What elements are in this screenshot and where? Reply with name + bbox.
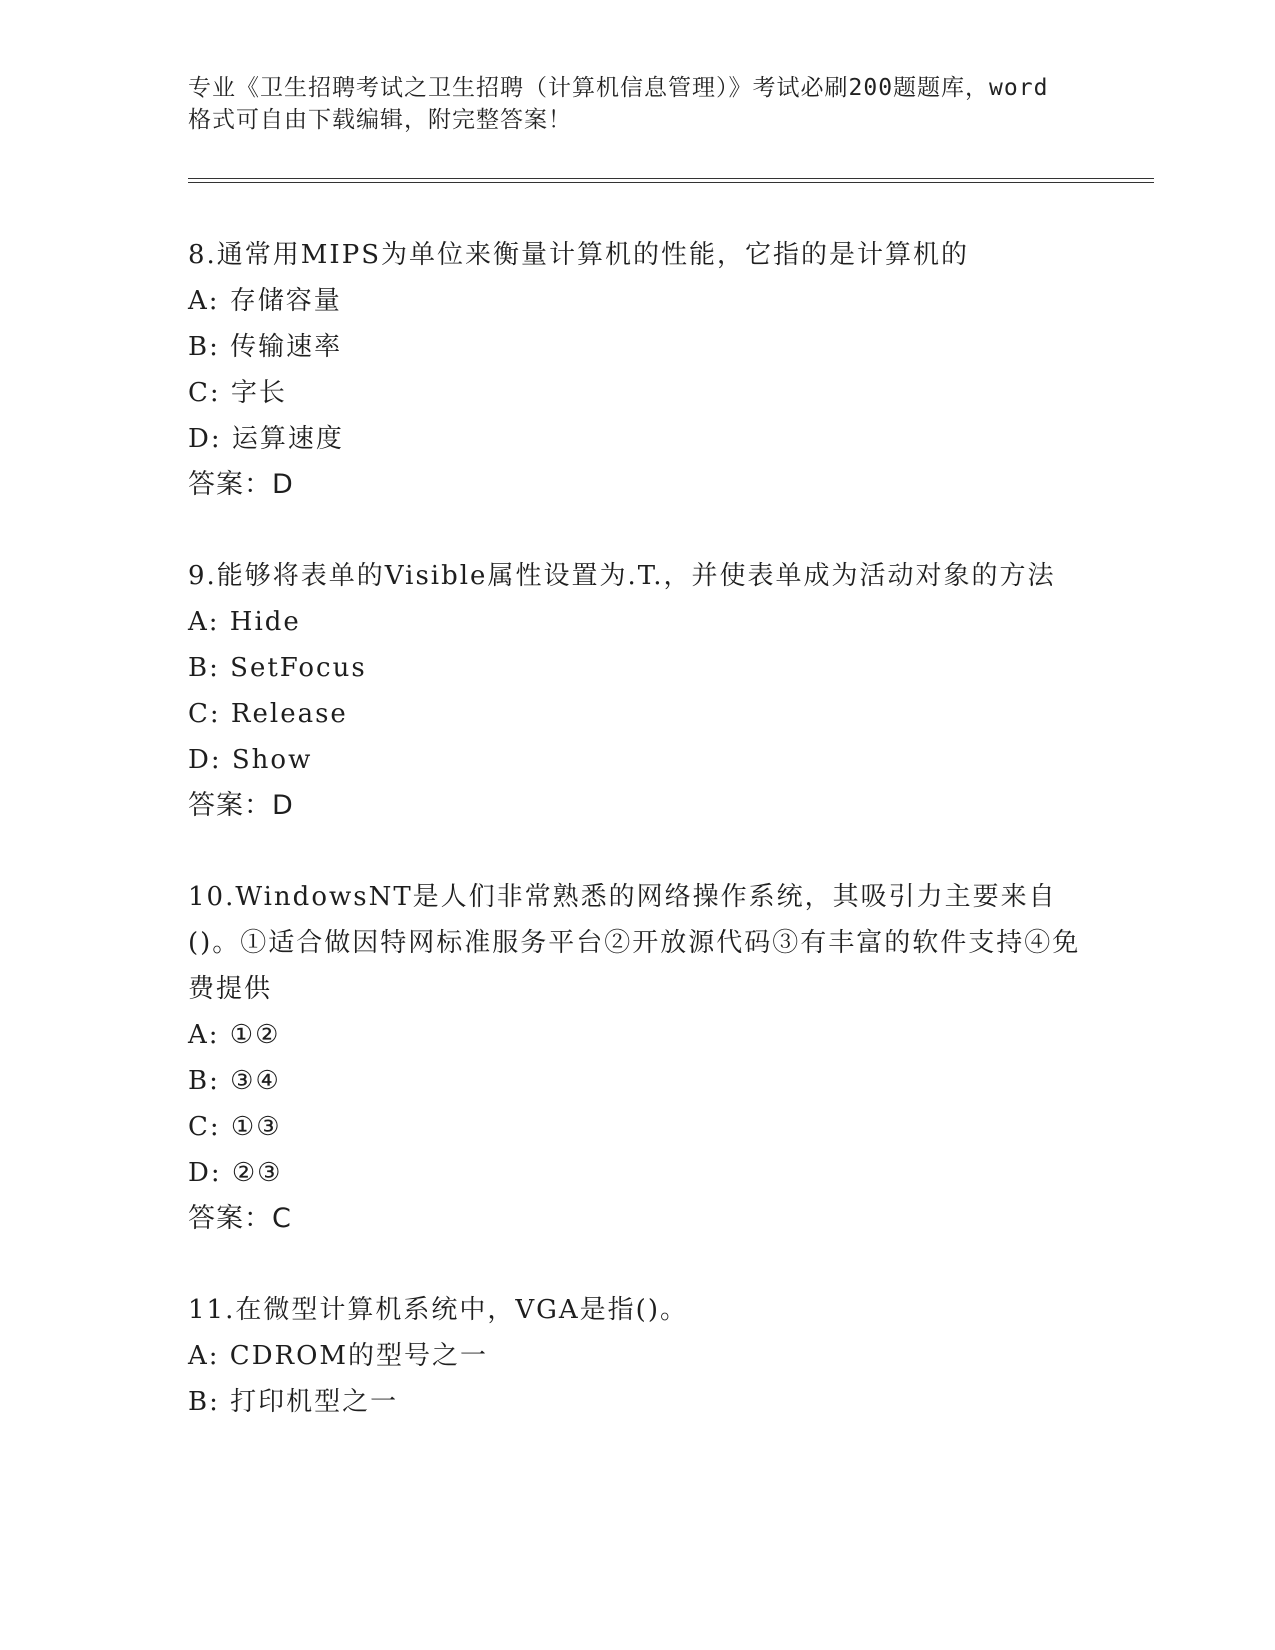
answer-line: 答案：C [188,1203,292,1234]
option-d: D: 运算速度 [188,424,344,454]
header-line-1: 专业《卫生招聘考试之卫生招聘（计算机信息管理）》考试必刷200题题库，word [188,75,1049,101]
question-9 [188,553,1088,829]
option-a: A: CDROM的型号之一 [188,1341,489,1371]
answer-line: 答案：D [188,790,294,821]
option-b: B: 传输速率 [188,332,343,362]
option-c: C: Release [188,699,348,729]
question-text: 10.WindowsNT是人们非常熟悉的网络操作系统，其吸引力主要来自()。①适合做因特网标准服务平台②开放源代码③有丰富的软件支持④免费提供 [188,882,1081,1004]
answer-line: 答案：D [188,469,294,500]
question-list [188,232,1088,1425]
option-a: A: ①② [188,1020,281,1050]
option-c: C: 字长 [188,378,287,408]
option-a: A: Hide [188,607,301,637]
question-10 [188,874,1088,1242]
question-11 [188,1287,1088,1425]
option-b: B: ③④ [188,1066,281,1096]
question-text: 9.能够将表单的Visible属性设置为.T.，并使表单成为活动对象的方法 [188,561,1056,591]
option-d: D: Show [188,745,313,775]
document-header [188,72,1088,136]
question-8 [188,232,1088,508]
option-b: B: 打印机型之一 [188,1387,399,1417]
option-a: A: 存储容量 [188,286,342,316]
question-text: 11.在微型计算机系统中，VGA是指()。 [188,1295,688,1325]
question-text: 8.通常用MIPS为单位来衡量计算机的性能，它指的是计算机的 [188,240,970,270]
option-b: B: SetFocus [188,653,367,683]
header-divider [188,178,1154,183]
option-c: C: ①③ [188,1112,282,1142]
option-d: D: ②③ [188,1158,283,1188]
header-line-2: 格式可自由下载编辑，附完整答案！ [188,107,572,133]
